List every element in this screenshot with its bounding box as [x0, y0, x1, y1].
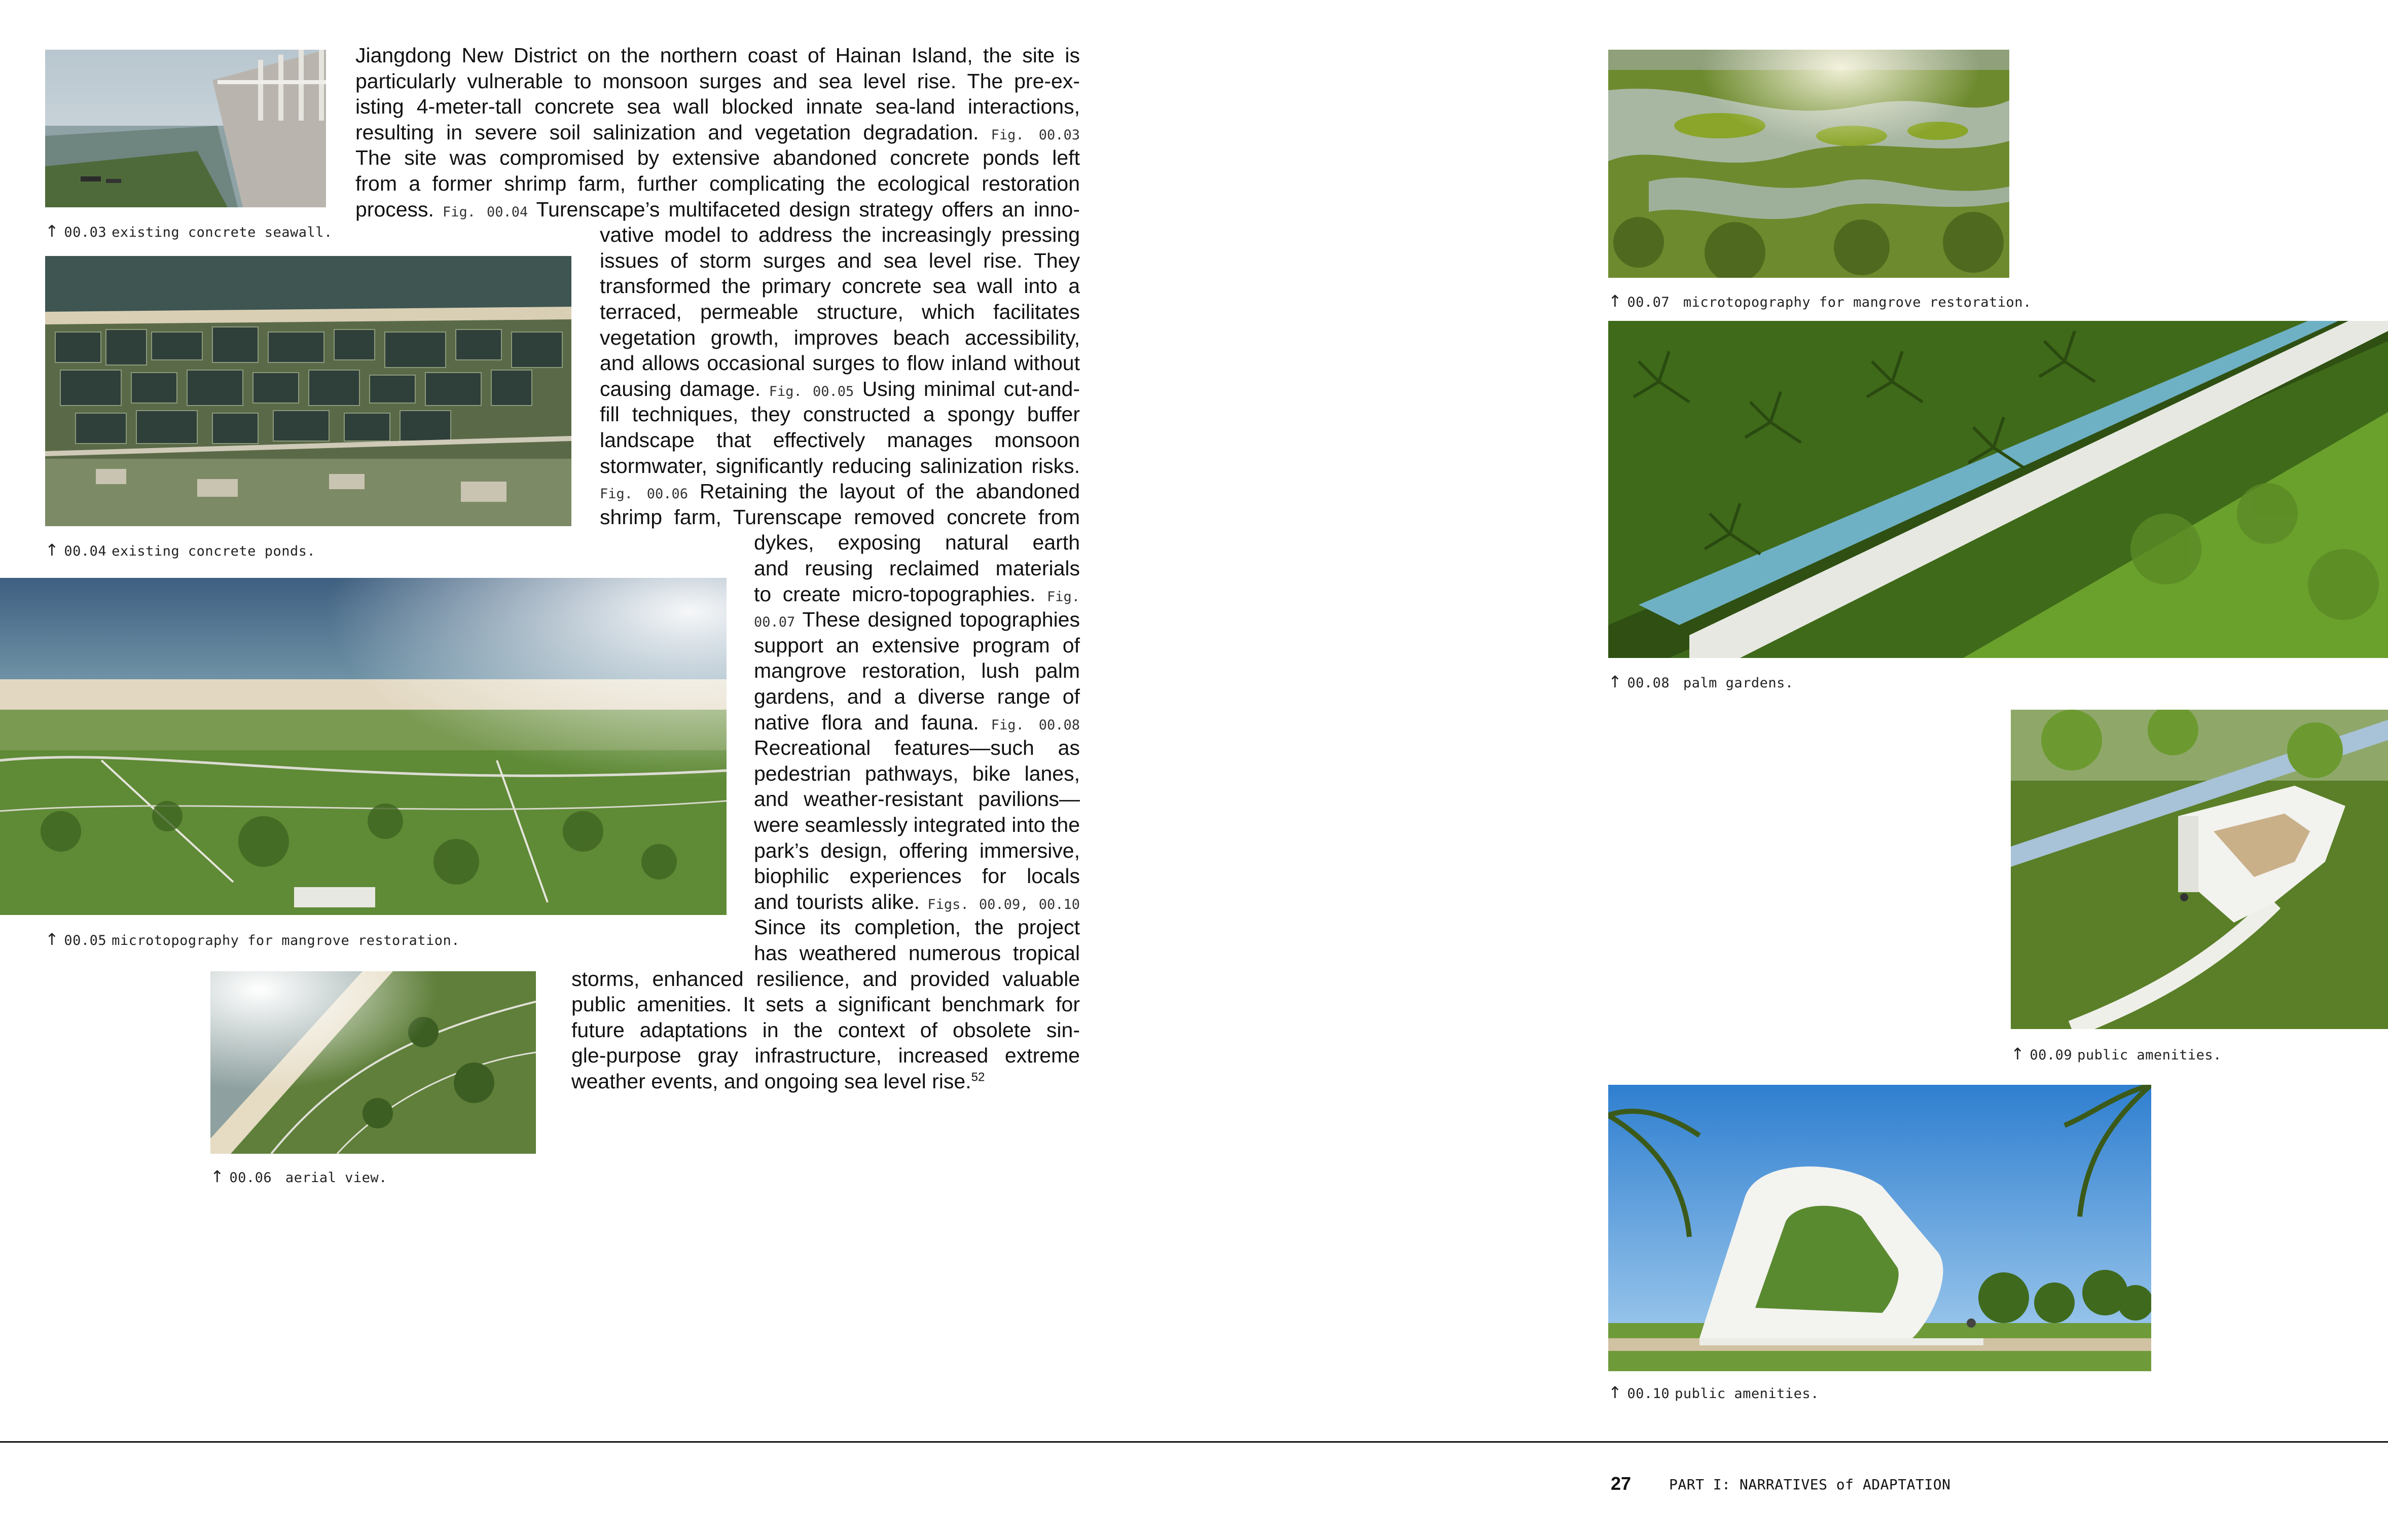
body-text-segment: and allows occasional surges to flow inland without	[600, 351, 1080, 375]
body-text-line	[571, 992, 1080, 1017]
body-text-line	[600, 479, 1080, 507]
body-text-segment: Turenscape’s multifaceted design strategy offers an inno-	[528, 197, 1080, 221]
body-text-line	[355, 94, 1080, 120]
body-text-segment: terraced, permeable structure, which facilitates	[600, 300, 1080, 323]
body-text-line	[754, 914, 1080, 940]
body-text-segment: Since its completion, the project	[754, 915, 1080, 939]
body-text-segment: particularly vulnerable to monsoon surges and sea level rise. The pre-ex-	[355, 69, 1080, 93]
body-text-segment: process.	[355, 197, 443, 221]
footnote-marker: 52	[971, 1070, 985, 1084]
body-text-segment: to create micro-topographies.	[754, 582, 1047, 606]
body-text-line	[355, 171, 1080, 197]
body-text-line	[571, 1043, 1080, 1069]
body-text-line	[600, 453, 1080, 479]
up-arrow-icon: ↑	[1608, 672, 1622, 691]
body-text-segment: public amenities. It sets a significant benchmark for	[571, 993, 1080, 1016]
caption-00-08: ↑ 00.08 palm gardens.	[1608, 672, 1794, 691]
body-text-line	[355, 68, 1080, 94]
body-text-line	[754, 684, 1080, 710]
up-arrow-icon: ↑	[45, 930, 59, 949]
body-text-segment: has weathered numerous tropical	[754, 941, 1080, 965]
body-text-line	[571, 966, 1080, 992]
body-text-segment: dykes, exposing natural earth	[754, 531, 1080, 555]
body-text-segment: shrimp farm, Turenscape removed concrete from	[600, 505, 1080, 529]
body-text-segment: storms, enhanced resilience, and provided valuable	[571, 967, 1080, 991]
photo-aerial-view	[210, 971, 536, 1154]
body-text-segment: Recreational features—such as	[754, 736, 1080, 760]
body-text-line	[600, 504, 1080, 530]
caption-00-06: ↑ 00.06 aerial view.	[210, 1167, 387, 1186]
body-text-line	[355, 145, 1080, 171]
body-text-line	[754, 710, 1080, 739]
figure-reference: Fig. 00.06	[600, 486, 688, 502]
body-text-segment: gardens, and a diverse range of	[754, 685, 1080, 708]
body-text-line	[571, 1017, 1080, 1043]
photo-public-amenities-shelter	[1608, 1085, 2151, 1371]
figure-reference: Fig. 00.08	[991, 717, 1080, 733]
figure-reference: 00.07	[754, 614, 795, 631]
caption-00-09: ↑ 00.09 public amenities.	[2011, 1044, 2222, 1064]
body-text-segment: landscape that effectively manages monsoon	[600, 428, 1080, 452]
body-text-line	[600, 350, 1080, 376]
body-text-segment: Jiangdong New District on the northern coast of Hainan Island, the site is	[355, 44, 1080, 67]
body-text-segment: biophilic experiences for locals	[754, 864, 1080, 888]
body-text-segment: weather events, and ongoing sea level rise.	[571, 1070, 971, 1093]
body-text-line	[600, 427, 1080, 453]
body-text-line	[754, 838, 1080, 864]
body-text-segment: and tourists alike.	[754, 890, 928, 913]
body-text-line	[754, 889, 1080, 918]
photo-existing-ponds	[45, 256, 571, 526]
body-text-line	[754, 530, 1080, 556]
body-text-line	[754, 556, 1080, 581]
caption-00-05: ↑ 00.05 microtopography for mangrove restoration.	[45, 930, 460, 949]
body-text-line	[754, 940, 1080, 966]
figure-reference: Figs. 00.09, 00.10	[927, 896, 1080, 912]
body-text-line	[355, 197, 1080, 226]
body-text-line	[754, 633, 1080, 658]
body-text-segment: issues of storm surges and sea level rise. They	[600, 248, 1080, 272]
figure-reference: Fig. 00.03	[991, 127, 1080, 143]
body-text-line	[754, 658, 1080, 684]
body-text-segment: vative model to address the increasingly pressing	[600, 223, 1080, 247]
figure-reference: Fig. 00.04	[443, 204, 528, 220]
body-text-line	[754, 812, 1080, 838]
body-text-line	[754, 607, 1080, 636]
body-text-segment: mangrove restoration, lush palm	[754, 659, 1080, 683]
body-text-line	[600, 376, 1080, 405]
body-text-line	[600, 401, 1080, 427]
photo-palm-gardens	[1608, 321, 2388, 658]
body-text-segment: These designed topographies	[795, 608, 1080, 632]
body-text-segment: resulting in severe soil salinization and vegetation degradation.	[355, 120, 991, 144]
caption-00-04: ↑ 00.04 existing concrete ponds.	[45, 540, 316, 560]
body-text-segment: stormwater, significantly reducing salinization risks.	[600, 454, 1080, 478]
body-text-segment: Using minimal cut-and-	[854, 377, 1080, 400]
body-text-line	[571, 1069, 1080, 1094]
up-arrow-icon: ↑	[1608, 291, 1622, 311]
body-text-segment: pedestrian pathways, bike lanes,	[754, 761, 1080, 785]
footer-rule	[0, 1441, 2388, 1443]
body-text-line	[600, 222, 1080, 248]
up-arrow-icon: ↑	[210, 1167, 225, 1186]
body-text-line	[600, 248, 1080, 274]
body-text-segment: transformed the primary concrete sea wall into a	[600, 274, 1080, 298]
body-text-segment: and weather-resistant pavilions—	[754, 787, 1080, 811]
body-text-segment: and reusing reclaimed materials	[754, 557, 1080, 580]
body-text-segment: causing damage.	[600, 377, 769, 400]
body-text-line	[600, 299, 1080, 325]
body-text-segment: Retaining the layout of the abandoned	[688, 480, 1080, 503]
caption-00-10: ↑ 00.10 public amenities.	[1608, 1383, 1819, 1402]
body-text-segment: fill techniques, they constructed a spongy buffer	[600, 402, 1080, 426]
body-text-line	[355, 120, 1080, 149]
body-text-segment: isting 4-meter-tall concrete sea wall blocked innate sea-land interactions,	[355, 95, 1080, 119]
up-arrow-icon: ↑	[45, 540, 59, 560]
caption-00-03: ↑ 00.03 existing concrete seawall.	[45, 222, 333, 241]
up-arrow-icon: ↑	[45, 222, 59, 241]
body-text-line	[754, 761, 1080, 787]
caption-00-07: ↑ 00.07 microtopography for mangrove restoration.	[1608, 291, 2032, 311]
body-text-segment: from a former shrimp farm, further complicating the ecological restoration	[355, 172, 1080, 195]
photo-microtopography-beach	[0, 578, 727, 915]
photo-existing-seawall	[45, 50, 326, 207]
photo-public-amenities-pavilion	[2011, 710, 2388, 1029]
page-number: 27	[1611, 1473, 1632, 1494]
body-text-segment: vegetation growth, improves beach accessibility,	[600, 325, 1080, 349]
body-text-segment: native flora and fauna.	[754, 710, 991, 734]
body-text-segment: gle-purpose gray infrastructure, increased extreme	[571, 1044, 1080, 1068]
body-text-segment: park’s design, offering immersive,	[754, 838, 1080, 862]
figure-reference: Fig.	[1046, 589, 1080, 605]
body-text-line	[754, 786, 1080, 812]
body-text-segment: future adaptations in the context of obsolete sin-	[571, 1018, 1080, 1042]
body-text-segment: The site was compromised by extensive abandoned concrete ponds left	[355, 146, 1080, 170]
body-text-line	[600, 325, 1080, 351]
up-arrow-icon: ↑	[1608, 1383, 1622, 1402]
figure-reference: Fig. 00.05	[769, 383, 854, 399]
body-text-line	[754, 735, 1080, 761]
body-text-segment: were seamlessly integrated into the	[754, 813, 1080, 836]
photo-mangrove-restoration	[1608, 50, 2009, 278]
body-text-line	[754, 863, 1080, 889]
body-text-line	[355, 43, 1080, 68]
running-footer: PART I: NARRATIVES of ADAPTATION	[1669, 1476, 1951, 1493]
body-text-line	[754, 581, 1080, 610]
up-arrow-icon: ↑	[2011, 1044, 2025, 1064]
body-text-line	[600, 273, 1080, 299]
body-text-segment: support an extensive program of	[754, 633, 1080, 657]
